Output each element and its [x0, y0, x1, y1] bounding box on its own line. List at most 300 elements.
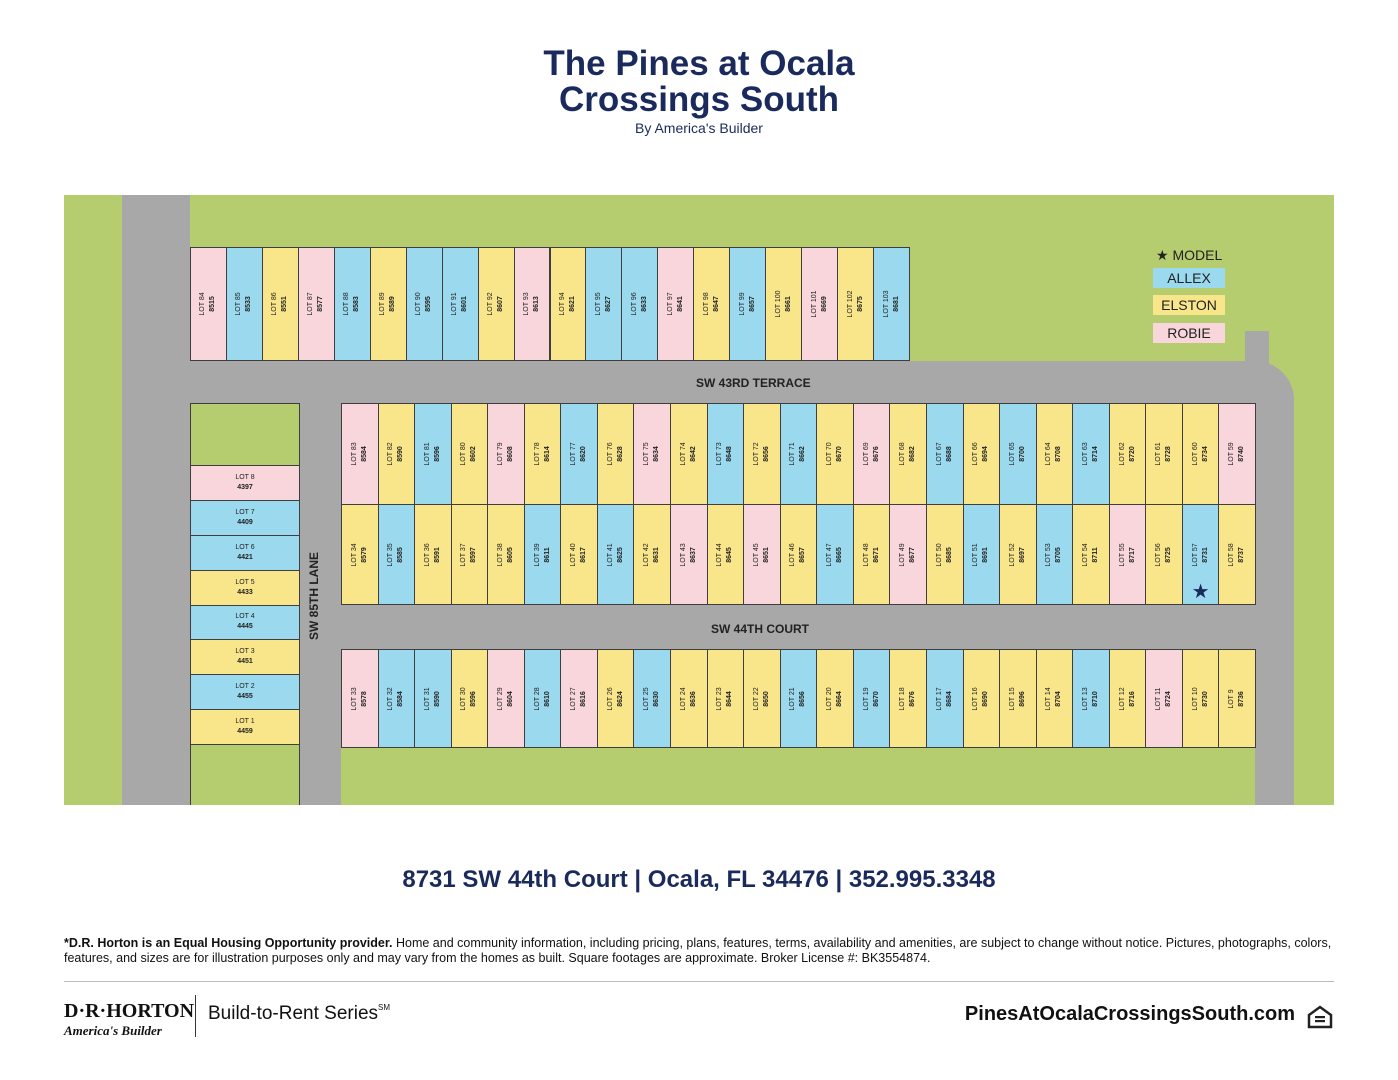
lot-number: LOT 79 [497, 442, 504, 466]
lot-lot-66[interactable] [963, 403, 1001, 505]
lot-number: LOT 37 [460, 542, 468, 567]
lot-label [846, 290, 866, 317]
lot-address: 8669 [820, 296, 828, 312]
lot-address: 8690 [982, 690, 990, 707]
lot-address: 8682 [909, 446, 917, 462]
lot-address: 8589 [389, 296, 397, 312]
lot-lot-51[interactable] [963, 504, 1001, 605]
lot-lot-20[interactable] [816, 649, 854, 748]
lot-address: 8716 [1128, 690, 1136, 707]
lot-label [630, 292, 650, 315]
lot-label [715, 543, 735, 566]
lot-number: LOT 88 [343, 292, 351, 316]
footer-divider [64, 981, 1334, 982]
lot-lot-84[interactable] [190, 247, 227, 361]
lot-address: 8551 [281, 296, 289, 312]
lot-lot-42[interactable] [633, 504, 671, 605]
lot-lot-59[interactable] [1218, 403, 1256, 505]
lot-number: LOT 90 [415, 292, 423, 316]
lot-number: LOT 95 [594, 292, 602, 316]
lot-lot-21[interactable] [780, 649, 818, 748]
lot-address: 8684 [945, 690, 953, 707]
lot-lot-14[interactable] [1036, 649, 1074, 748]
lot-lot-79[interactable] [487, 403, 525, 505]
community-address: 8731 SW 44th Court | Ocala, FL 34476 | 352.995.3348 [402, 866, 996, 893]
lot-label [342, 292, 362, 315]
lot-number: LOT 78 [533, 442, 541, 466]
lot-number: LOT 83 [350, 442, 358, 466]
lot-number: LOT 2 [235, 683, 255, 691]
lot-lot-68[interactable] [889, 403, 927, 505]
lot-number: LOT 13 [1081, 686, 1089, 711]
lot-number: LOT 92 [487, 292, 495, 316]
street-label-terrace: SW 43RD TERRACE [696, 376, 811, 390]
site-plan-map [64, 195, 1334, 805]
legend-robie: ROBIE [1153, 323, 1225, 343]
lot-lot-95[interactable] [585, 247, 622, 361]
lot-label [606, 442, 626, 465]
lot-address: 8705 [1055, 546, 1063, 563]
lot-number: LOT 31 [423, 686, 431, 711]
lot-number: LOT 43 [679, 542, 687, 567]
lot-label [1008, 543, 1028, 566]
lot-label [235, 473, 254, 493]
lot-lot-55[interactable] [1109, 504, 1147, 605]
lot-label [774, 290, 794, 317]
lot-lot-101[interactable] [801, 247, 838, 361]
lot-lot-19[interactable] [853, 649, 891, 748]
lot-lot-4[interactable] [190, 605, 300, 641]
lot-lot-69[interactable] [853, 403, 891, 505]
lot-label [935, 442, 955, 465]
east-road-stub [1245, 331, 1269, 371]
lot-label [569, 543, 589, 566]
lot-number: LOT 19 [862, 686, 870, 711]
lot-label [423, 687, 443, 710]
lot-number: LOT 65 [1008, 442, 1016, 466]
open-space-west-lower [190, 744, 300, 805]
lot-label [386, 543, 406, 566]
lot-label [235, 543, 254, 563]
lot-address: 8657 [748, 296, 756, 312]
lot-lot-67[interactable] [926, 403, 964, 505]
lot-label [738, 292, 758, 315]
lot-address: 8630 [653, 690, 661, 707]
lot-label [1118, 543, 1138, 566]
lot-number: LOT 76 [606, 442, 614, 466]
lot-lot-64[interactable] [1036, 403, 1074, 505]
lot-address: 8700 [1018, 446, 1026, 462]
lot-label [752, 687, 772, 710]
lot-label [235, 578, 254, 598]
lot-number: LOT 99 [738, 292, 746, 316]
lot-address: 8708 [1055, 446, 1063, 462]
lot-lot-17[interactable] [926, 649, 964, 748]
lot-number: LOT 45 [752, 542, 760, 567]
lot-address: 8737 [1238, 546, 1246, 563]
lot-label [862, 687, 882, 710]
lot-address: 8677 [909, 546, 917, 563]
lot-lot-30[interactable] [451, 649, 489, 748]
lot-lot-33[interactable] [341, 649, 379, 748]
lot-label [606, 687, 626, 710]
lot-label [414, 292, 434, 315]
lot-address: 4451 [237, 658, 253, 666]
lot-label [594, 292, 614, 315]
lot-address: 8724 [1165, 690, 1173, 707]
lot-address: 8714 [1091, 446, 1099, 462]
lot-label [198, 292, 218, 315]
lot-lot-41[interactable] [597, 504, 635, 605]
lot-number: LOT 91 [451, 292, 459, 316]
lot-lot-87[interactable] [298, 247, 335, 361]
lot-label [350, 442, 370, 465]
street-label-court: SW 44TH COURT [711, 622, 810, 636]
lot-label [810, 290, 830, 317]
lot-address: 8625 [616, 546, 624, 563]
lot-label [898, 543, 918, 566]
lot-number: LOT 77 [570, 442, 578, 466]
lot-number: LOT 40 [570, 542, 578, 567]
lot-label [971, 543, 991, 566]
lot-number: LOT 72 [752, 442, 760, 466]
lot-lot-12[interactable] [1109, 649, 1147, 748]
lot-label [715, 687, 735, 710]
logo-divider [195, 995, 196, 1037]
lot-address: 8627 [604, 296, 612, 312]
lot-lot-82[interactable] [378, 403, 416, 505]
lot-address: 8657 [799, 546, 807, 563]
lot-address: 8670 [872, 690, 880, 707]
lot-address: 8621 [568, 296, 576, 312]
lot-lot-103[interactable] [873, 247, 910, 361]
lot-number: LOT 41 [606, 542, 614, 567]
lot-number: LOT 25 [643, 686, 651, 711]
lot-number: LOT 98 [702, 292, 710, 316]
lot-lot-3[interactable] [190, 639, 300, 675]
lot-lot-80[interactable] [451, 403, 489, 505]
lot-address: 8656 [762, 446, 770, 462]
lot-address: 8613 [533, 296, 541, 312]
lot-address: 8648 [726, 446, 734, 462]
lot-lot-75[interactable] [633, 403, 671, 505]
lot-lot-6[interactable] [190, 535, 300, 571]
lot-lot-48[interactable] [853, 504, 891, 605]
lot-label [642, 442, 662, 465]
lot-lot-65[interactable] [999, 403, 1037, 505]
lot-label [606, 543, 626, 566]
lot-lot-9[interactable] [1218, 649, 1256, 748]
lot-lot-94[interactable] [550, 247, 587, 361]
lot-label [1118, 687, 1138, 710]
disclaimer [64, 936, 1344, 966]
lot-lot-8[interactable] [190, 465, 300, 501]
lot-label [1227, 689, 1247, 708]
lot-lot-62[interactable] [1109, 403, 1147, 505]
lot-label [1044, 543, 1064, 566]
east-road [1255, 361, 1294, 805]
lot-address: 8636 [689, 690, 697, 707]
lot-lot-96[interactable] [621, 247, 658, 361]
lot-number: LOT 9 [1228, 688, 1236, 709]
lot-address: 8584 [397, 690, 405, 707]
lot-lot-54[interactable] [1072, 504, 1110, 605]
lot-lot-43[interactable] [670, 504, 708, 605]
lot-address: 4409 [237, 518, 253, 526]
lot-lot-56[interactable] [1145, 504, 1183, 605]
lot-lot-34[interactable] [341, 504, 379, 605]
disclaimer-text: Home and community information, including pricing, plans, features, terms, availability and amenities, are subject to change without notice. Pictures, photographs, colors, features, and sizes are for illustration purposes only and may vary from the homes as built. Square footages are approximate. Broker License #: BK3554874. [64, 936, 1332, 965]
lot-number: LOT 55 [1118, 542, 1126, 567]
lot-number: LOT 32 [387, 686, 395, 711]
lot-lot-58[interactable] [1218, 504, 1256, 605]
lot-lot-92[interactable] [478, 247, 515, 361]
lot-number: LOT 63 [1081, 442, 1089, 466]
lot-lot-47[interactable] [816, 504, 854, 605]
lot-number: LOT 58 [1228, 542, 1236, 567]
lot-lot-31[interactable] [414, 649, 452, 748]
lot-lot-60[interactable] [1182, 403, 1220, 505]
lot-lot-70[interactable] [816, 403, 854, 505]
lot-address: 8731 [1201, 546, 1209, 563]
lot-lot-26[interactable] [597, 649, 635, 748]
lot-label [1081, 543, 1101, 566]
lot-label [862, 543, 882, 566]
lot-number: LOT 86 [271, 292, 279, 316]
lot-lot-15[interactable] [999, 649, 1037, 748]
lot-number: LOT 57 [1191, 542, 1199, 567]
lot-lot-61[interactable] [1145, 403, 1183, 505]
lot-address: 8720 [1128, 446, 1136, 462]
lot-lot-50[interactable] [926, 504, 964, 605]
lot-lot-49[interactable] [889, 504, 927, 605]
series-label [208, 1003, 390, 1025]
lot-lot-74[interactable] [670, 403, 708, 505]
lot-lot-45[interactable] [743, 504, 781, 605]
lot-lot-32[interactable] [378, 649, 416, 748]
lot-lot-39[interactable] [524, 504, 562, 605]
lot-number: LOT 51 [972, 542, 980, 567]
lot-lot-85[interactable] [226, 247, 263, 361]
lot-lot-13[interactable] [1072, 649, 1110, 748]
lot-lot-53[interactable] [1036, 504, 1074, 605]
open-space-west-upper [190, 403, 300, 465]
lot-address: 8616 [580, 690, 588, 707]
lot-address: 8610 [543, 690, 551, 707]
lot-label [533, 687, 553, 710]
lot-number: LOT 71 [789, 442, 797, 466]
lot-lot-72[interactable] [743, 403, 781, 505]
lot-number: LOT 6 [235, 543, 255, 551]
lot-lot-40[interactable] [560, 504, 598, 605]
lot-label [1191, 543, 1211, 566]
lot-number: LOT 33 [350, 686, 358, 711]
lot-number: LOT 96 [630, 292, 638, 316]
lot-label [788, 442, 808, 465]
lot-number: LOT 22 [752, 686, 760, 711]
lot-lot-29[interactable] [487, 649, 525, 748]
lot-lot-38[interactable] [487, 504, 525, 605]
dr-horton-logo: D·R·HORTON [64, 1000, 195, 1022]
lot-lot-63[interactable] [1072, 403, 1110, 505]
lot-address: 8637 [689, 546, 697, 563]
lot-label [882, 290, 902, 317]
lot-address: 8590 [433, 690, 441, 707]
lot-address: 8671 [872, 546, 880, 563]
lot-address: 8650 [762, 690, 770, 707]
lot-address: 8734 [1201, 446, 1209, 462]
lot-label [898, 442, 918, 465]
lot-lot-10[interactable] [1182, 649, 1220, 748]
lot-number: LOT 67 [935, 442, 943, 466]
lot-lot-99[interactable] [729, 247, 766, 361]
lot-label [386, 687, 406, 710]
lot-label [702, 292, 722, 315]
lot-number: LOT 49 [899, 542, 907, 567]
lot-number: LOT 28 [533, 686, 541, 711]
open-space-south [341, 744, 1255, 805]
lot-label [234, 292, 254, 315]
lot-label [569, 687, 589, 710]
lot-address: 8634 [653, 446, 661, 462]
model-star-icon: ★ [1191, 581, 1210, 603]
lot-label [1081, 687, 1101, 710]
lot-address: 8665 [836, 546, 844, 563]
lot-lot-36[interactable] [414, 504, 452, 605]
lot-number: LOT 75 [643, 442, 651, 466]
series-text: Build-to-Rent Series [208, 1003, 379, 1024]
lot-lot-28[interactable] [524, 649, 562, 748]
lot-number: LOT 5 [235, 578, 255, 586]
lot-label [459, 543, 479, 566]
lot-label [1081, 442, 1101, 465]
lot-label [459, 687, 479, 710]
lot-number: LOT 102 [846, 290, 854, 318]
lot-label [862, 442, 882, 465]
lot-lot-52[interactable] [999, 504, 1037, 605]
lot-label [350, 543, 370, 566]
lot-label [1154, 442, 1174, 465]
lot-lot-83[interactable] [341, 403, 379, 505]
lot-label [1044, 687, 1064, 710]
lot-lot-37[interactable] [451, 504, 489, 605]
lot-lot-27[interactable] [560, 649, 598, 748]
lot-label [666, 292, 686, 315]
page-title-line2: Crossings South [558, 80, 840, 119]
lot-lot-25[interactable] [633, 649, 671, 748]
lot-label [522, 292, 542, 315]
lot-lot-102[interactable] [837, 247, 874, 361]
lot-lot-91[interactable] [442, 247, 479, 361]
lot-label [1191, 442, 1211, 465]
lot-number: LOT 74 [679, 442, 687, 466]
lot-address: 8628 [616, 446, 624, 462]
lot-lot-44[interactable] [707, 504, 745, 605]
lot-lot-57[interactable] [1182, 504, 1220, 605]
lot-lot-2[interactable] [190, 674, 300, 710]
lot-address: 8728 [1165, 446, 1173, 462]
lot-label [235, 508, 254, 528]
lot-number: LOT 38 [497, 542, 504, 567]
lot-address: 8611 [543, 546, 551, 563]
lot-lot-81[interactable] [414, 403, 452, 505]
lot-lot-73[interactable] [707, 403, 745, 505]
lot-label [496, 687, 516, 710]
lot-address: 8670 [836, 446, 844, 462]
lot-lot-23[interactable] [707, 649, 745, 748]
lot-lot-22[interactable] [743, 649, 781, 748]
lot-label [270, 292, 290, 315]
lot-address: 8620 [580, 446, 588, 462]
lot-address: 8596 [470, 690, 478, 707]
lot-address: 8596 [433, 446, 441, 462]
lot-address: 4455 [237, 693, 253, 701]
lot-address: 8614 [543, 446, 551, 462]
lot-lot-86[interactable] [262, 247, 299, 361]
lot-lot-5[interactable] [190, 570, 300, 606]
lot-label [825, 687, 845, 710]
lot-address: 8608 [507, 446, 514, 462]
lot-label [1154, 543, 1174, 566]
lot-label [679, 687, 699, 710]
lot-number: LOT 16 [972, 686, 980, 711]
lot-label [642, 687, 662, 710]
lot-lot-98[interactable] [693, 247, 730, 361]
lot-label [825, 543, 845, 566]
lot-label [496, 442, 516, 465]
lot-number: LOT 101 [810, 290, 818, 318]
lot-number: LOT 12 [1118, 686, 1126, 711]
lot-number: LOT 94 [558, 292, 566, 316]
lot-lot-46[interactable] [780, 504, 818, 605]
lot-lot-7[interactable] [190, 500, 300, 536]
lot-lot-77[interactable] [560, 403, 598, 505]
lot-lot-11[interactable] [1145, 649, 1183, 748]
lot-lot-16[interactable] [963, 649, 1001, 748]
lot-number: LOT 85 [235, 292, 243, 316]
lot-lot-24[interactable] [670, 649, 708, 748]
lot-number: LOT 29 [497, 686, 504, 711]
lot-number: LOT 3 [235, 648, 255, 656]
lot-label [386, 442, 406, 465]
lot-lot-93[interactable] [514, 247, 551, 361]
website-link[interactable]: PinesAtOcalaCrossingsSouth.com [964, 1003, 1295, 1025]
lot-label [1191, 687, 1211, 710]
lot-address: 8691 [982, 546, 990, 563]
lot-lot-100[interactable] [765, 247, 802, 361]
lot-label [235, 717, 254, 737]
lot-label [1008, 442, 1028, 465]
lot-address: 8584 [360, 446, 368, 462]
lot-lot-35[interactable] [378, 504, 416, 605]
lot-label [788, 543, 808, 566]
lot-lot-89[interactable] [370, 247, 407, 361]
lot-lot-97[interactable] [657, 247, 694, 361]
lot-number: LOT 82 [387, 442, 395, 466]
lot-lot-1[interactable] [190, 709, 300, 745]
lot-number: LOT 69 [862, 442, 870, 466]
lot-lot-78[interactable] [524, 403, 562, 505]
lot-address: 4421 [237, 553, 253, 561]
lot-label [235, 612, 254, 632]
lot-lot-88[interactable] [334, 247, 371, 361]
lot-lot-71[interactable] [780, 403, 818, 505]
lot-lot-18[interactable] [889, 649, 927, 748]
lot-address: 8675 [856, 296, 864, 312]
lot-lot-90[interactable] [406, 247, 443, 361]
lot-lot-76[interactable] [597, 403, 635, 505]
lot-number: LOT 42 [643, 542, 651, 567]
